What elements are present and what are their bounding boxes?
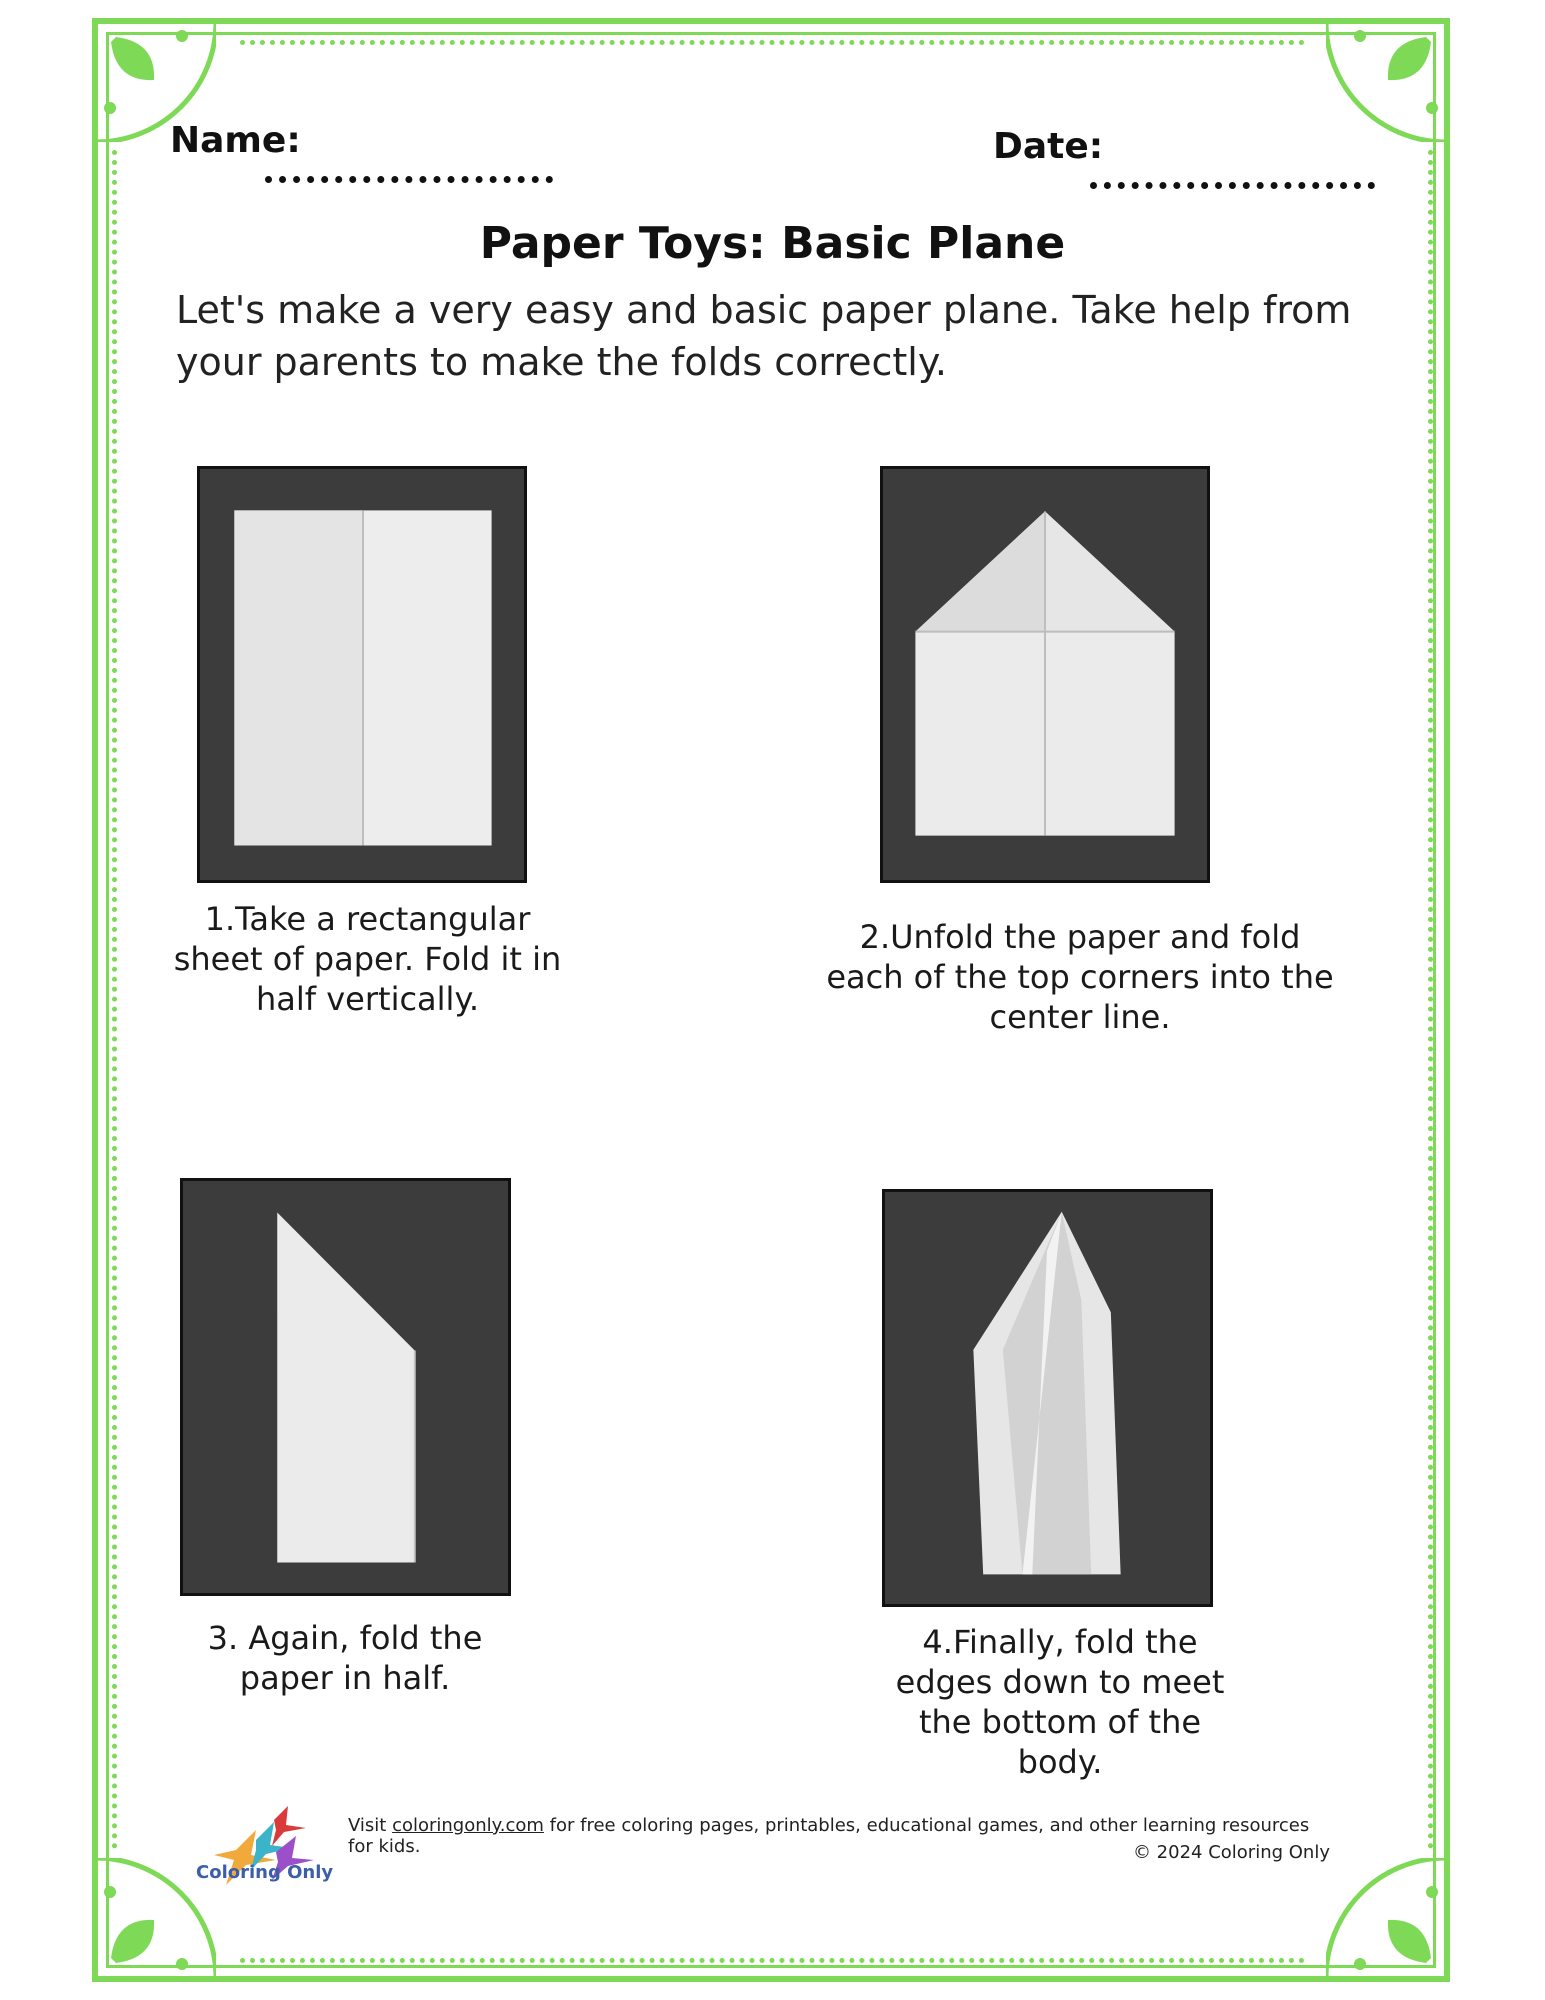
step-1-caption: 1.Take a rectangular sheet of paper. Fold it in half vertically. bbox=[173, 900, 562, 1018]
step-4-photo bbox=[882, 1189, 1213, 1607]
border-dots-bottom bbox=[240, 1958, 1305, 1963]
name-field[interactable] bbox=[265, 176, 553, 183]
footer-visit-suffix: for free coloring pages, printables, educational games, and other learning resources for kids. bbox=[348, 1815, 1310, 1857]
footer-copyright: © 2024 Coloring Only bbox=[1132, 1842, 1330, 1863]
page-title: Paper Toys: Basic Plane bbox=[479, 218, 1066, 269]
name-label: Name: bbox=[170, 120, 301, 161]
step-4-caption: 4.Finally, fold the edges down to meet the bottom of the body. bbox=[895, 1623, 1225, 1781]
step-3-photo bbox=[180, 1178, 511, 1596]
corner-ornament-icon bbox=[1326, 22, 1446, 142]
date-label: Date: bbox=[993, 126, 1104, 167]
footer-site-link[interactable]: coloringonly.com bbox=[392, 1815, 544, 1836]
border-dots-top bbox=[240, 40, 1305, 45]
step-3-caption: 3. Again, fold the paper in half. bbox=[207, 1619, 483, 1697]
date-field[interactable] bbox=[1090, 182, 1375, 189]
intro-text: Let's make a very easy and basic paper plane. Take help from your parents to make the folds correctly. bbox=[176, 288, 1352, 384]
border-dots-right bbox=[1428, 150, 1433, 1850]
border-dots-left bbox=[112, 150, 117, 1850]
footer-visit-prefix: Visit bbox=[348, 1815, 393, 1836]
step-1-photo bbox=[197, 466, 527, 883]
logo-text: Coloring Only bbox=[196, 1862, 334, 1883]
corner-ornament-icon bbox=[1326, 1858, 1446, 1978]
step-2-photo bbox=[880, 466, 1210, 883]
step-2-caption: 2.Unfold the paper and fold each of the top corners into the center line. bbox=[826, 918, 1334, 1036]
